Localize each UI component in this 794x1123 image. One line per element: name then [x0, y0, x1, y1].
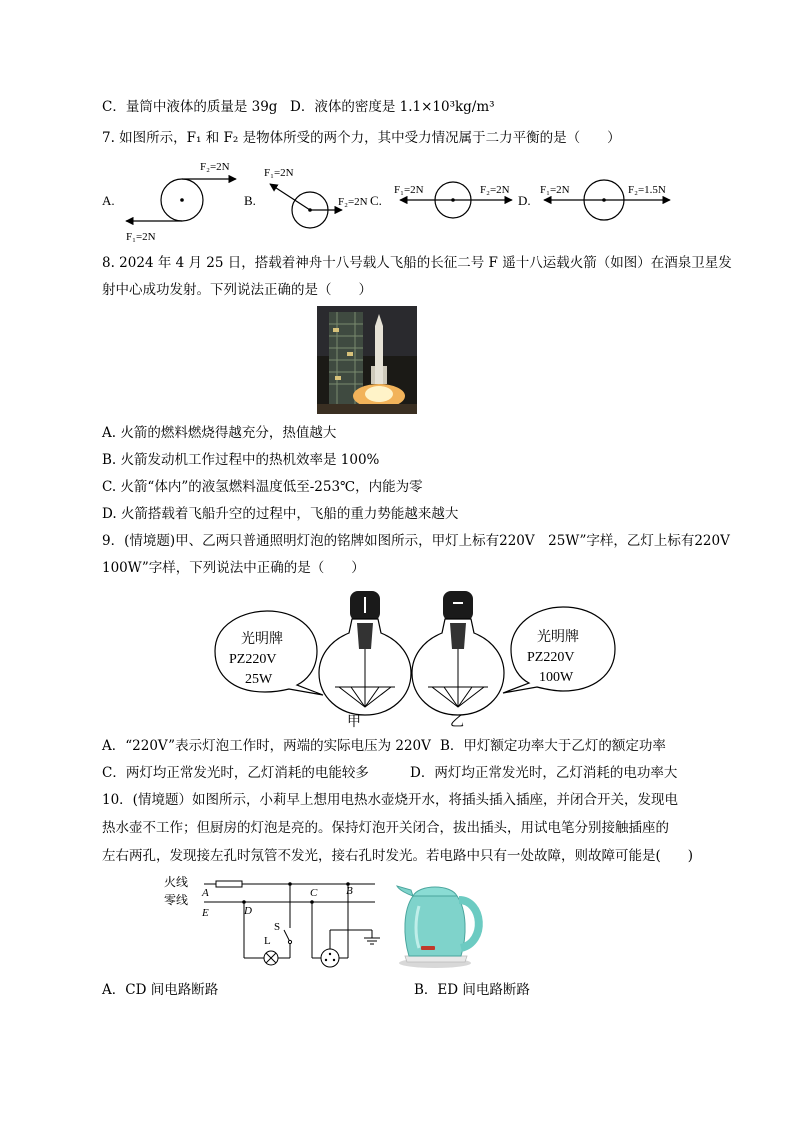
q8-rocket-photo [317, 306, 417, 414]
q8-option-b: B. 火箭发动机工作过程中的热机效率是 100% [102, 452, 380, 468]
q10-point-e: E [202, 907, 209, 919]
q10-point-b: B [346, 885, 353, 897]
q10-option-a: A．CD 间电路断路 [102, 982, 219, 998]
q8-stem-line1: 8. 2024 年 4 月 25 日，搭载着神舟十八号载人飞船的长征二号 F 遥十八运载火箭（如图）在酒泉卫星发 [102, 255, 732, 271]
q10-option-b: B．ED 间电路断路 [414, 982, 530, 998]
q10-circuit-diagram [160, 872, 390, 972]
q7-d-label: D. [518, 193, 531, 208]
q8-stem-line2: 射中心成功发射。下列说法正确的是（ ） [102, 282, 372, 298]
q7-b-f1-label: F₁=2N [264, 167, 294, 179]
q9-bulb-yi [412, 591, 504, 715]
q9-yi-model: PZ220V [527, 650, 575, 665]
q7-a-f1-label: F₁=2N [126, 231, 156, 243]
q9-yi-brand: 光明牌 [537, 630, 579, 645]
q9-option-a: A．“220V”表示灯泡工作时，两端的实际电压为 220V [102, 738, 431, 754]
q8-option-c: C. 火箭“体内”的液氢燃料温度低至-253℃，内能为零 [102, 479, 423, 495]
q7-b-f2-label: F₂=2N [338, 196, 368, 208]
q7-b-f1-arrow [270, 184, 310, 210]
q7-c-f2-label: F₂=2N [480, 184, 510, 196]
q9-jia-name: 甲 [347, 715, 361, 730]
q9-jia-power: 25W [245, 672, 273, 687]
q9-stem-line2: 100W”字样，下列说法中正确的是（ ） [102, 560, 365, 576]
q10-electric-kettle-photo [395, 876, 491, 970]
q7-c-f1-label: F₁=2N [394, 184, 424, 196]
q10-switch-label: S [274, 921, 281, 933]
q7-a-label: A. [102, 193, 115, 208]
q10-stem-line2: 热水壶不工作；但厨房的灯泡是亮的。保持灯泡开关闭合，拔出插头，用试电笔分别接触插座的 [102, 820, 669, 836]
q10-fuse [216, 881, 242, 887]
q7-b-label: B. [244, 193, 256, 208]
q10-live-label: 火线 [164, 875, 189, 889]
q7-d-f1-label: F₁=2N [540, 184, 570, 196]
q7-stem: 7. 如图所示，F₁ 和 F₂ 是物体所受的两个力，其中受力情况属于二力平衡的是（ ） [102, 130, 621, 146]
q9-option-c: C．两灯均正常发光时，乙灯消耗的电能较多 [102, 765, 369, 781]
q10-stem-line1: 10．(情境题）如图所示，小莉早上想用电热水壶烧开水，将插头插入插座，并闭合开关，发现电 [102, 792, 678, 808]
q10-lamp-label: L [264, 935, 271, 947]
q9-option-b: B．甲灯额定功率大于乙灯的额定功率 [440, 738, 666, 754]
q10-stem-line3: 左右两孔，发现接左孔时氖管不发光，接右孔时发光。若电路中只有一处故障，则故障可能是( ) [102, 848, 694, 864]
q6-option-d: D．液体的密度是 1.1×10³kg/m³ [290, 99, 495, 115]
q7-d-f2-label: F₂=1.5N [628, 184, 666, 196]
q9-yi-power: 100W [539, 670, 574, 685]
q9-option-d: D．两灯均正常发光时，乙灯消耗的电功率大 [410, 765, 678, 781]
q6-option-c: C．量筒中液体的质量是 39g [102, 99, 278, 115]
q10-point-c: C [310, 887, 318, 899]
q10-socket [321, 949, 339, 967]
q8-option-d: D. 火箭搭载着飞船升空的过程中，飞船的重力势能越来越大 [102, 506, 459, 522]
q7-force-diagrams [98, 152, 698, 247]
q9-jia-model: PZ220V [229, 652, 277, 667]
q9-bulb-jia [319, 591, 411, 715]
q7-a-f2-label: F₂=2N [200, 161, 230, 173]
q9-jia-brand: 光明牌 [241, 632, 283, 647]
q7-c-label: C. [370, 193, 382, 208]
q9-yi-name: 乙 [450, 715, 464, 730]
q10-neutral-label: 零线 [164, 893, 189, 907]
q10-point-a: A [202, 887, 209, 899]
q10-point-d: D [244, 905, 252, 917]
q9-bulb-labels-figure [205, 583, 625, 731]
q8-option-a: A. 火箭的燃料燃烧得越充分，热值越大 [102, 425, 337, 441]
q9-stem-line1: 9．(情境题)甲、乙两只普通照明灯泡的铭牌如图所示，甲灯上标有220V 25W”字样，乙灯上标有220V [102, 533, 730, 549]
